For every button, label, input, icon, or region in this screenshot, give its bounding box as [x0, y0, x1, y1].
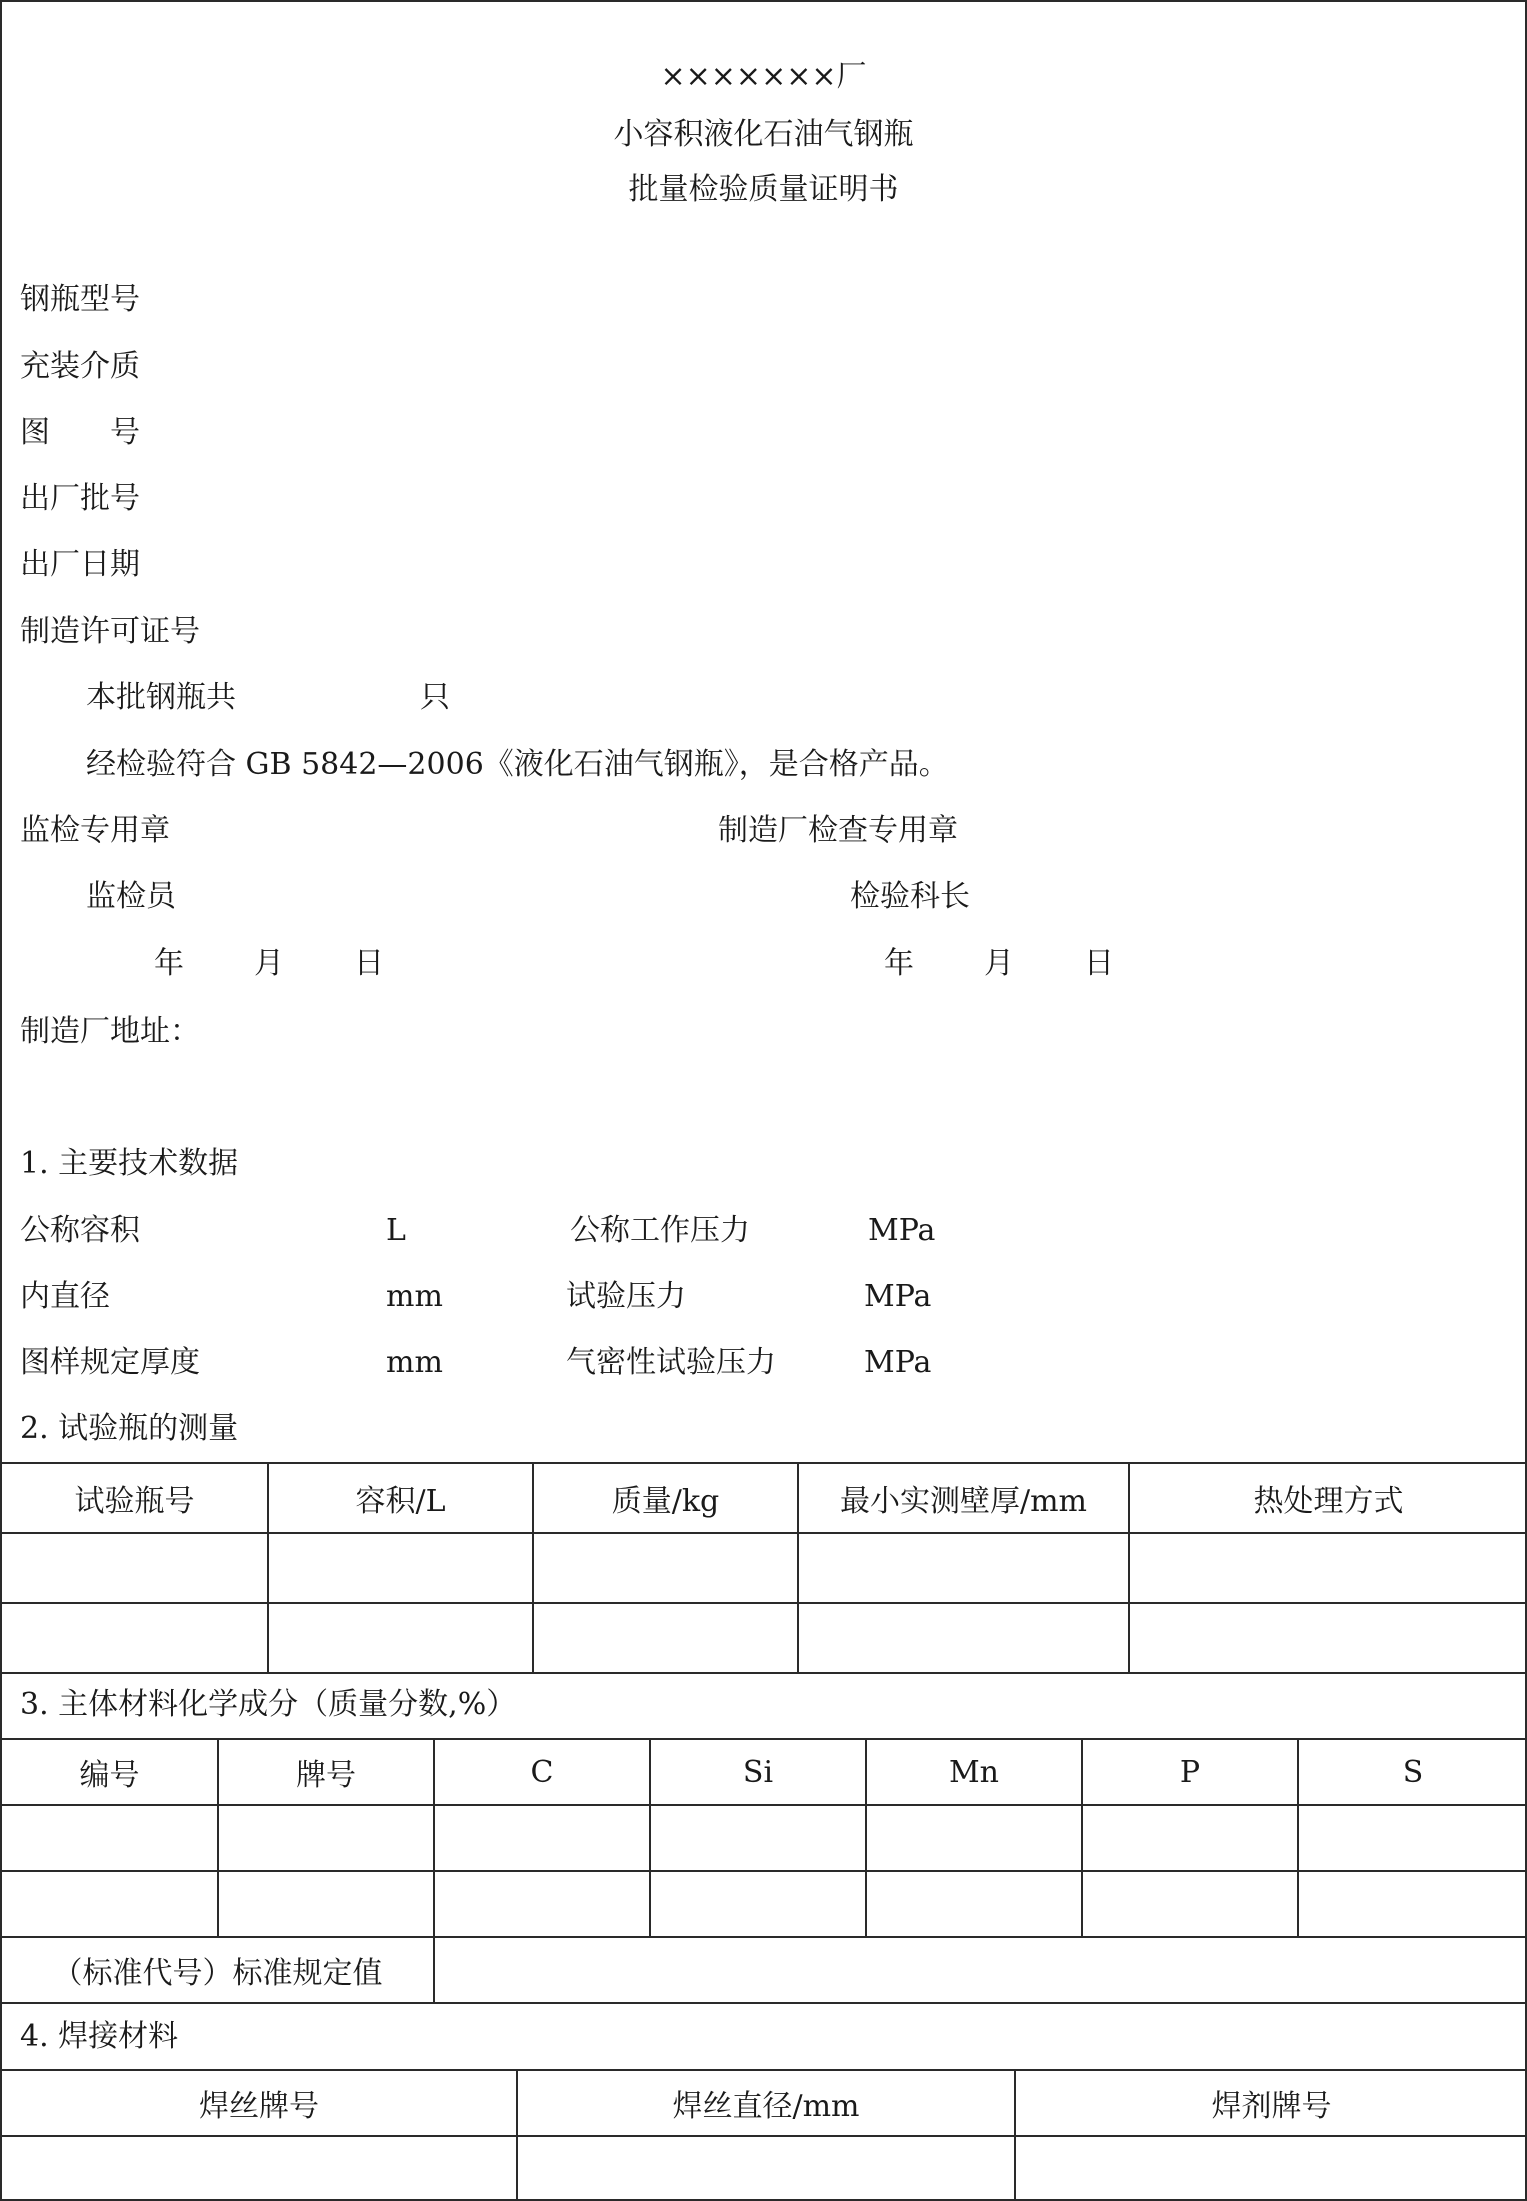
table-header-cell: 焊剂牌号 [1015, 2070, 1527, 2136]
factory-seal-label: 制造厂检查专用章 [718, 813, 958, 848]
spec-unit: MPa [868, 1213, 936, 1248]
spec-label: 内直径 [20, 1279, 110, 1314]
date-day-left: 日 [354, 946, 384, 981]
table-header-cell: Mn [866, 1739, 1082, 1805]
table-header-row [1, 2070, 1527, 2136]
table-header-cell: 焊丝牌号 [1, 2070, 517, 2136]
date-month-left: 月 [254, 946, 284, 981]
table-cell [1, 1533, 268, 1603]
document-subtitle: 小容积液化石油气钢瓶 [613, 117, 914, 152]
table-header-cell: 编号 [1, 1739, 218, 1805]
section3-title: 3. 主体材料化学成分（质量分数,%） [20, 1687, 517, 1722]
table-cell [533, 1533, 798, 1603]
field-batch-no: 出厂批号 [20, 481, 140, 516]
section1-title: 1. 主要技术数据 [20, 1146, 239, 1181]
table-row [1, 1871, 1527, 1937]
spec-unit: MPa [864, 1345, 932, 1380]
table-header-cell: 牌号 [218, 1739, 434, 1805]
spec-unit: MPa [864, 1279, 932, 1314]
table-header-row [1, 1463, 1527, 1533]
factory-address-label: 制造厂地址： [20, 1014, 200, 1049]
section4-title: 4. 焊接材料 [20, 2019, 179, 2054]
spec-label: 公称工作压力 [570, 1213, 750, 1248]
table-cell [1129, 1533, 1527, 1603]
table-header-cell: 最小实测壁厚/mm [798, 1463, 1129, 1533]
factory-name: ×××××××厂 [660, 59, 867, 94]
table-cell [1, 1871, 218, 1937]
table-cell [1298, 1871, 1527, 1937]
spec-unit: mm [386, 1279, 443, 1314]
table-header-cell: 质量/kg [533, 1463, 798, 1533]
field-date-out: 出厂日期 [20, 547, 140, 582]
table-header-cell: 焊丝直径/mm [517, 2070, 1015, 2136]
table-cell [1015, 2136, 1527, 2201]
table-row [1, 1937, 1527, 2003]
document-title: 批量检验质量证明书 [628, 172, 899, 207]
table-header-cell: P [1082, 1739, 1298, 1805]
table-cell [533, 1603, 798, 1673]
inspection-seal-label: 监检专用章 [20, 813, 170, 848]
table-row [1, 1805, 1527, 1871]
conformity-statement: 经检验符合 GB 5842—2006《液化石油气钢瓶》，是合格产品。 [86, 747, 949, 782]
table-header-cell: 试验瓶号 [1, 1463, 268, 1533]
table-cell [517, 2136, 1015, 2201]
standard-value-label: （标准代号）标准规定值 [1, 1937, 434, 2003]
welding-material-table [0, 2069, 1527, 2201]
spec-unit: mm [386, 1345, 443, 1380]
table-cell [650, 1805, 866, 1871]
table-header-cell: 容积/L [268, 1463, 533, 1533]
field-license-no: 制造许可证号 [20, 614, 200, 649]
table-row [1, 1603, 1527, 1673]
table-cell [650, 1871, 866, 1937]
table-cell [1082, 1871, 1298, 1937]
table-header-cell: Si [650, 1739, 866, 1805]
table-cell [268, 1603, 533, 1673]
table-cell [1082, 1805, 1298, 1871]
table-cell [866, 1871, 1082, 1937]
standard-value-cell [434, 1937, 1527, 2003]
inspector-label: 监检员 [86, 879, 176, 914]
field-drawing-no: 图 号 [20, 415, 140, 450]
table-cell [798, 1603, 1129, 1673]
table-cell [866, 1805, 1082, 1871]
field-cylinder-model: 钢瓶型号 [20, 282, 140, 317]
table-cell [434, 1871, 650, 1937]
table-cell [798, 1533, 1129, 1603]
table-cell [1, 2136, 517, 2201]
spec-label: 图样规定厚度 [20, 1345, 200, 1380]
table-cell [1, 1805, 218, 1871]
date-year-left: 年 [154, 946, 184, 981]
table-cell [218, 1871, 434, 1937]
table-row [1, 1533, 1527, 1603]
table-header-cell: C [434, 1739, 650, 1805]
date-day-right: 日 [1084, 946, 1114, 981]
batch-count-unit: 只 [420, 680, 450, 715]
table-header-cell: S [1298, 1739, 1527, 1805]
table-row [1, 2136, 1527, 2201]
table-cell [1, 1603, 268, 1673]
spec-unit: L [386, 1213, 406, 1248]
table-header-cell: 热处理方式 [1129, 1463, 1527, 1533]
date-year-right: 年 [884, 946, 914, 981]
table-cell [218, 1805, 434, 1871]
table-cell [434, 1805, 650, 1871]
table-cell [268, 1533, 533, 1603]
date-month-right: 月 [984, 946, 1014, 981]
spec-label: 气密性试验压力 [566, 1345, 776, 1380]
spec-label: 公称容积 [20, 1213, 140, 1248]
section2-title: 2. 试验瓶的测量 [20, 1411, 239, 1446]
section-chief-label: 检验科长 [850, 879, 970, 914]
batch-count-prefix: 本批钢瓶共 [86, 680, 236, 715]
test-cylinder-table [0, 1462, 1527, 1674]
table-cell [1129, 1603, 1527, 1673]
table-cell [1298, 1805, 1527, 1871]
table-header-row [1, 1739, 1527, 1805]
chemical-composition-table [0, 1738, 1527, 2004]
field-filling-medium: 充装介质 [20, 349, 140, 384]
spec-label: 试验压力 [566, 1279, 686, 1314]
